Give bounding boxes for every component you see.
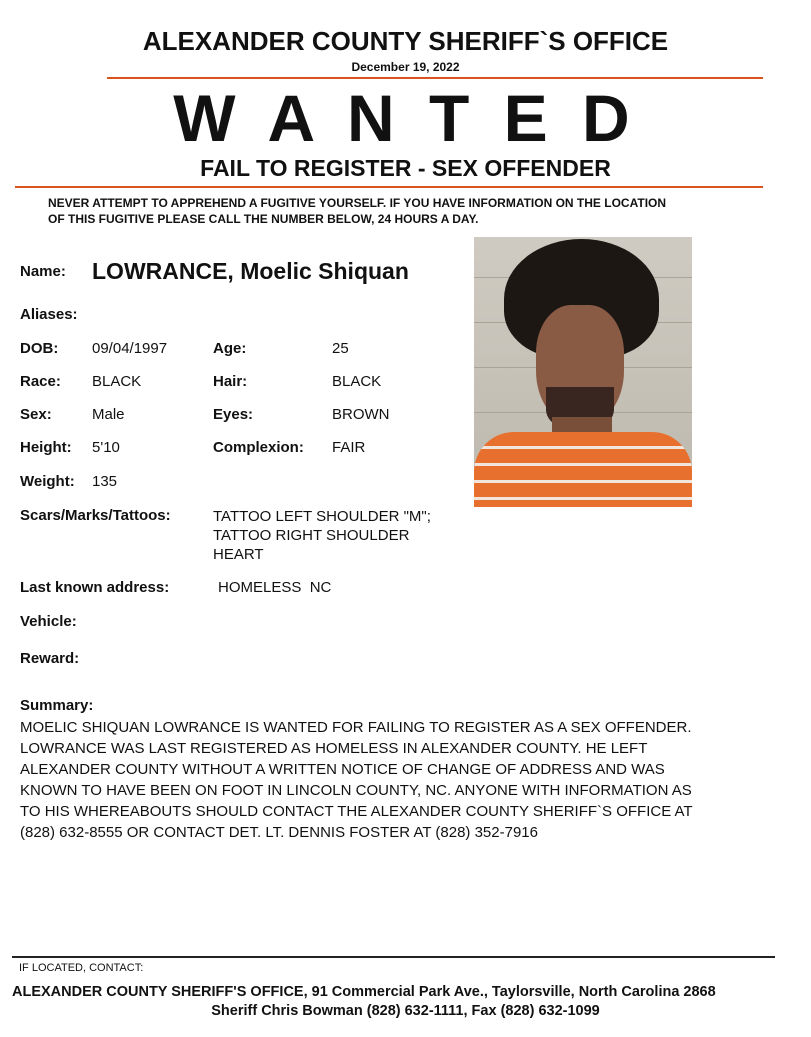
dob-value: 09/04/1997 bbox=[92, 340, 168, 357]
name-label: Name: bbox=[20, 263, 66, 280]
address-value: HOMELESS NC bbox=[218, 579, 332, 596]
summary-line: TO HIS WHEREABOUTS SHOULD CONTACT THE ALEXANDER COUNTY SHERIFF`S OFFICE AT bbox=[20, 803, 693, 820]
race-label: Race: bbox=[20, 373, 61, 390]
dob-label: DOB: bbox=[20, 340, 59, 357]
scars-line: TATTOO RIGHT SHOULDER bbox=[213, 527, 410, 544]
footer-divider bbox=[12, 956, 775, 958]
charge-heading: FAIL TO REGISTER - SEX OFFENDER bbox=[200, 155, 611, 181]
wanted-heading: W A N T E D bbox=[173, 81, 638, 155]
contact-label: IF LOCATED, CONTACT: bbox=[19, 962, 144, 974]
orange-divider bbox=[107, 77, 763, 79]
summary-line: ALEXANDER COUNTY WITHOUT A WRITTEN NOTICE OF CHANGE OF ADDRESS AND WAS bbox=[20, 761, 665, 778]
eyes-label: Eyes: bbox=[213, 406, 254, 423]
sex-label: Sex: bbox=[20, 406, 52, 423]
scars-label: Scars/Marks/Tattoos: bbox=[20, 507, 171, 524]
address-label: Last known address: bbox=[20, 579, 170, 596]
footer-sheriff: Sheriff Chris Bowman (828) 632-1111, Fax (828) 632-1099 bbox=[211, 1003, 600, 1019]
suspect-photo bbox=[474, 237, 692, 507]
hair-label: Hair: bbox=[213, 373, 248, 390]
warning-line: OF THIS FUGITIVE PLEASE CALL THE NUMBER BELOW, 24 HOURS A DAY. bbox=[48, 212, 479, 226]
scars-value bbox=[213, 507, 431, 564]
height-value: 5'10 bbox=[92, 439, 120, 456]
summary-text bbox=[20, 717, 790, 843]
complexion-value: FAIR bbox=[332, 439, 366, 456]
hair-value: BLACK bbox=[332, 373, 382, 390]
eyes-value: BROWN bbox=[332, 406, 390, 423]
age-label: Age: bbox=[213, 340, 247, 357]
summary-line: MOELIC SHIQUAN LOWRANCE IS WANTED FOR FAILING TO REGISTER AS A SEX OFFENDER. bbox=[20, 719, 692, 736]
sex-value: Male bbox=[92, 406, 125, 423]
scars-line: TATTOO LEFT SHOULDER "M"; bbox=[213, 508, 431, 525]
scars-line: HEART bbox=[213, 546, 264, 563]
warning-text bbox=[48, 195, 666, 227]
weight-label: Weight: bbox=[20, 473, 75, 490]
footer-address: ALEXANDER COUNTY SHERIFF'S OFFICE, 91 Commercial Park Ave., Taylorsville, North Carolina 2868 bbox=[12, 984, 716, 1000]
height-label: Height: bbox=[20, 439, 72, 456]
agency-title: ALEXANDER COUNTY SHERIFF`S OFFICE bbox=[142, 26, 669, 56]
suspect-name: LOWRANCE, Moelic Shiquan bbox=[92, 258, 409, 284]
vehicle-label: Vehicle: bbox=[20, 613, 77, 630]
poster-date: December 19, 2022 bbox=[351, 60, 460, 74]
aliases-label: Aliases: bbox=[20, 306, 78, 323]
summary-line: (828) 632-8555 OR CONTACT DET. LT. DENNIS FOSTER AT (828) 352-7916 bbox=[20, 824, 538, 841]
complexion-label: Complexion: bbox=[213, 439, 304, 456]
age-value: 25 bbox=[332, 340, 349, 357]
race-value: BLACK bbox=[92, 373, 142, 390]
reward-label: Reward: bbox=[20, 650, 80, 667]
orange-divider bbox=[15, 186, 763, 188]
summary-label: Summary: bbox=[20, 697, 94, 714]
warning-line: NEVER ATTEMPT TO APPREHEND A FUGITIVE YOURSELF. IF YOU HAVE INFORMATION ON THE LOCATION bbox=[48, 196, 667, 210]
summary-line: LOWRANCE WAS LAST REGISTERED AS HOMELESS IN ALEXANDER COUNTY. HE LEFT bbox=[20, 740, 648, 757]
weight-value: 135 bbox=[92, 473, 118, 490]
summary-line: KNOWN TO HAVE BEEN ON FOOT IN LINCOLN COUNTY, NC. ANYONE WITH INFORMATION AS bbox=[20, 782, 692, 799]
